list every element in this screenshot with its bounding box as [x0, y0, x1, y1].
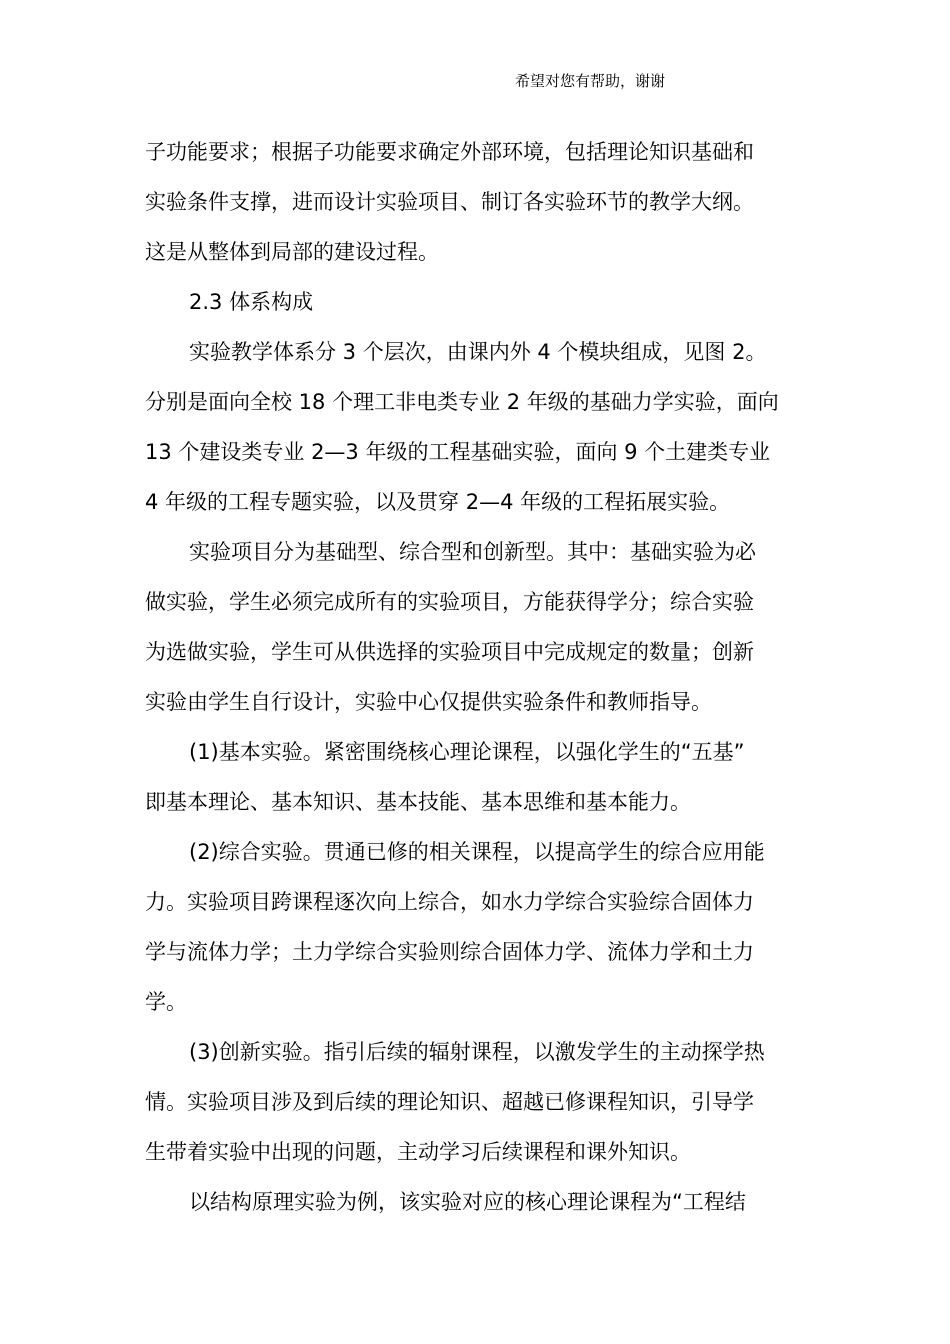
- text-line: 4 年级的工程专题实验，以及贯穿 2—4 年级的工程拓展实验。: [145, 490, 731, 514]
- text-line: 实验由学生自行设计，实验中心仅提供实验条件和教师指导。: [145, 690, 712, 714]
- text-line: 这是从整体到局部的建设过程。: [145, 240, 439, 264]
- text-line: 情。实验项目涉及到后续的理论知识、超越已修课程知识，引导学: [145, 1090, 754, 1114]
- text-line: 分别是面向全校 18 个理工非电类专业 2 年级的基础力学实验，面向: [145, 390, 779, 414]
- paragraph-first-line: (1)基本实验。紧密围绕核心理论课程，以强化学生的“五基”: [189, 740, 745, 764]
- text-line: 实验条件支撑，进而设计实验项目、制订各实验环节的教学大纲。: [145, 190, 754, 214]
- body-text: [145, 127, 813, 1227]
- paragraph-first-line: 实验教学体系分 3 个层次，由课内外 4 个模块组成，见图 2。: [189, 340, 767, 364]
- paragraph-first-line: 实验项目分为基础型、综合型和创新型。其中：基础实验为必: [189, 540, 756, 564]
- text-line: 子功能要求；根据子功能要求确定外部环境，包括理论知识基础和: [145, 140, 754, 164]
- text-line: 为选做实验，学生可从供选择的实验项目中完成规定的数量；创新: [145, 640, 754, 664]
- text-line: 13 个建设类专业 2—3 年级的工程基础实验，面向 9 个土建类专业: [145, 440, 771, 464]
- text-line: 学。: [145, 990, 187, 1014]
- section-heading: 2.3 体系构成: [189, 290, 314, 314]
- text-line: 做实验，学生必须完成所有的实验项目，方能获得学分；综合实验: [145, 590, 754, 614]
- paragraph-first-line: (3)创新实验。指引后续的辐射课程，以激发学生的主动探学热: [189, 1040, 765, 1064]
- page-header: 希望对您有帮助，谢谢: [515, 72, 666, 90]
- text-line: 即基本理论、基本知识、基本技能、基本思维和基本能力。: [145, 790, 691, 814]
- paragraph-first-line: 以结构原理实验为例，该实验对应的核心理论课程为“工程结: [189, 1190, 746, 1214]
- text-line: 生带着实验中出现的问题，主动学习后续课程和课外知识。: [145, 1140, 691, 1164]
- paragraph-first-line: (2)综合实验。贯通已修的相关课程，以提高学生的综合应用能: [189, 840, 765, 864]
- text-line: 力。实验项目跨课程逐次向上综合，如水力学综合实验综合固体力: [145, 890, 754, 914]
- text-line: 学与流体力学；土力学综合实验则综合固体力学、流体力学和土力: [145, 940, 754, 964]
